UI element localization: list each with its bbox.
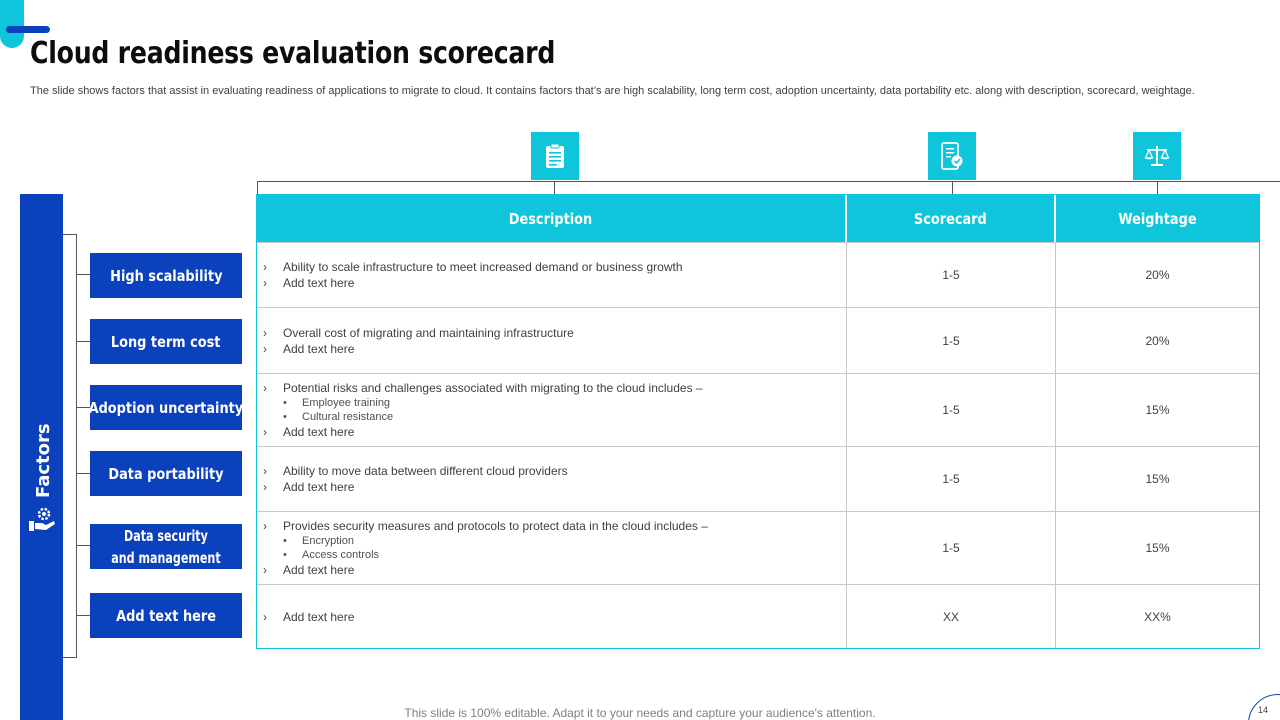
connector-drop <box>1157 181 1158 194</box>
weightage-cell: XX% <box>1144 609 1171 624</box>
description-cell: › Overall cost of migrating and maintaining infrastructure › Add text here <box>257 308 847 373</box>
arrow-icon: › <box>263 519 267 533</box>
header-connector-line <box>257 181 1280 182</box>
factors-label: Factors <box>33 423 54 498</box>
weightage-icon-box <box>1133 132 1181 180</box>
arrow-icon: › <box>263 381 267 395</box>
bullet-icon: • <box>283 549 287 561</box>
factors-bracket <box>63 234 77 658</box>
factor-label-line1: Data security <box>124 526 208 545</box>
factor-label: High scalability <box>109 266 223 285</box>
connector-drop <box>952 181 953 194</box>
tablet-check-icon <box>939 142 965 170</box>
weightage-cell: 20% <box>1145 333 1170 348</box>
factor-label: Adoption uncertainty <box>88 398 244 417</box>
scorecard-cell: 1-5 <box>847 374 1056 446</box>
arrow-icon: › <box>263 325 267 340</box>
arrow-icon: › <box>263 276 267 290</box>
factor-label: Add text here <box>116 606 216 625</box>
page-title: Cloud readiness evaluation scorecard <box>30 36 556 71</box>
description-cell: › Ability to move data between different cloud providers › Add text here <box>257 447 847 511</box>
hand-gear-icon <box>27 504 57 534</box>
factor-label: Data portability <box>108 464 224 483</box>
factor-long-term-cost <box>90 319 242 364</box>
arrow-icon: › <box>263 480 267 494</box>
factor-data-portability <box>90 451 242 496</box>
table-row <box>257 242 1259 307</box>
arrow-icon: › <box>263 260 267 274</box>
arrow-icon: › <box>263 341 267 356</box>
factor-connector <box>77 274 90 275</box>
footer-note: This slide is 100% editable. Adapt it to your needs and capture your audience's attention. <box>404 706 876 720</box>
bullet-icon: • <box>283 535 287 547</box>
scorecard-cell: 1-5 <box>847 243 1056 307</box>
scale-icon <box>1144 144 1170 168</box>
factor-high-scalability <box>90 253 242 298</box>
weightage-cell: 15% <box>1145 403 1170 417</box>
table-row <box>257 307 1259 373</box>
corner-bar <box>6 26 50 33</box>
table-row <box>257 511 1259 584</box>
arrow-icon: › <box>263 464 267 478</box>
arrow-icon: › <box>263 563 267 577</box>
scorecard-cell: 1-5 <box>847 308 1056 373</box>
scorecard-icon-box <box>928 132 976 180</box>
factor-label-line2: and management <box>111 548 221 567</box>
table-row <box>257 584 1259 648</box>
arrow-icon: › <box>263 425 267 439</box>
factor-connector <box>77 545 90 546</box>
connector-drop <box>554 181 555 194</box>
factor-adoption-uncertainty <box>90 385 242 430</box>
scorecard-cell: XX <box>847 585 1056 648</box>
scorecard-cell: 1-5 <box>847 512 1056 584</box>
arrow-icon: › <box>263 609 267 624</box>
bullet-icon: • <box>283 397 287 409</box>
header-description: Description <box>257 195 847 242</box>
factor-add-text <box>90 593 242 638</box>
page-number-badge <box>1248 694 1280 720</box>
description-cell: › Ability to scale infrastructure to meet increased demand or business growth › Add text here <box>257 243 847 307</box>
weightage-cell: 20% <box>1145 268 1170 282</box>
page-subtitle: The slide shows factors that assist in evaluating readiness of applications to migrate to cloud. It contains factors that’s are high scalability, long term cost, adoption uncertainty, data portability etc. along with description, scorecard, weightage. <box>30 85 1195 97</box>
description-cell: › Add text here <box>257 585 847 648</box>
table-header <box>257 195 1259 242</box>
header-weightage: Weightage <box>1118 209 1197 228</box>
table-row <box>257 446 1259 511</box>
factor-connector <box>77 615 90 616</box>
bullet-icon: • <box>283 411 287 423</box>
connector-drop <box>257 181 258 194</box>
table-row <box>257 373 1259 446</box>
factor-label: Long term cost <box>111 332 221 351</box>
weightage-cell: 15% <box>1145 541 1170 555</box>
corner-accent <box>0 0 24 48</box>
header-scorecard: Scorecard <box>847 195 1056 242</box>
clipboard-icon <box>544 143 566 169</box>
factor-connector <box>77 473 90 474</box>
weightage-cell: 15% <box>1145 472 1170 486</box>
scorecard-cell: 1-5 <box>847 447 1056 511</box>
factor-data-security <box>90 524 242 569</box>
factor-connector <box>77 341 90 342</box>
description-icon-box <box>531 132 579 180</box>
page-number: 14 <box>1258 705 1269 715</box>
description-cell: › Potential risks and challenges associated with migrating to the cloud includes – • Employee training • Cultural resistance › Add text here <box>257 374 847 446</box>
scorecard-table <box>256 194 1260 649</box>
description-cell: › Provides security measures and protocols to protect data in the cloud includes – • Encryption • Access controls › Add text here <box>257 512 847 584</box>
